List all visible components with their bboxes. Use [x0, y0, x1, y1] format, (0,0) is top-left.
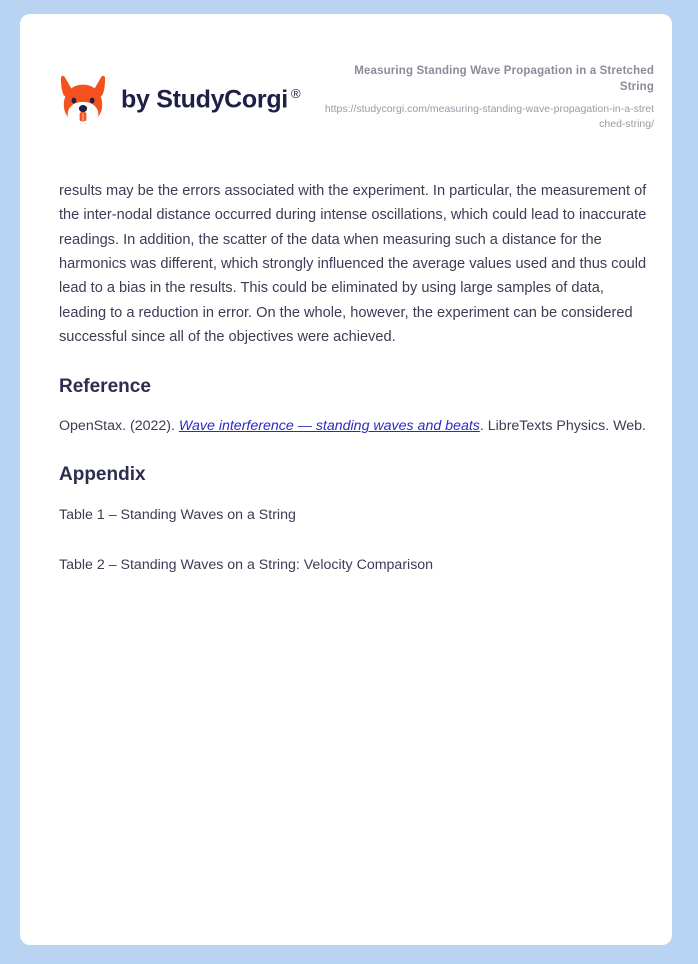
header-meta — [324, 64, 654, 131]
document-header — [20, 14, 672, 154]
document-title: Measuring Standing Wave Propagation in a Stretched String — [354, 65, 654, 93]
document-page — [20, 14, 672, 945]
brand-logo — [59, 74, 300, 126]
appendix-heading: Appendix — [59, 464, 146, 486]
brand-name — [121, 87, 300, 112]
reference-link[interactable]: Wave interference — standing waves and beats — [178, 418, 480, 435]
appendix-item-1: Table 1 – Standing Waves on a String — [59, 507, 296, 524]
corgi-logo-icon — [59, 74, 107, 126]
citation-suffix: . LibreTexts Physics. Web. — [479, 418, 646, 435]
brand-name-text: by StudyCorgi — [121, 85, 288, 114]
body-paragraph: results may be the errors associated with the experiment. In particular, the measurement of the inter-nodal distance occurred during intense oscillations, which could lead to inaccurate readings. In addition, the scatter of the data when measuring such a distance for the harmonics was different, which strongly influenced the average values used and thus could lead to a bias in the results. This could be eliminated by using large samples of data, leading to a reduction in error. On the whole, however, the experiment can be considered successful since all of the objectives were achieved. — [59, 183, 647, 346]
citation-prefix: OpenStax. (2022). — [59, 418, 179, 435]
document-body — [59, 179, 653, 578]
registered-trademark-icon: ® — [290, 86, 301, 102]
reference-citation — [59, 414, 653, 438]
document-url[interactable]: https://studycorgi.com/measuring-standing-wave-propagation-in-a-stretched-string/ — [324, 103, 654, 130]
reference-heading: Reference — [59, 375, 151, 397]
appendix-item-2: Table 2 – Standing Waves on a String: Velocity Comparison — [59, 557, 434, 574]
